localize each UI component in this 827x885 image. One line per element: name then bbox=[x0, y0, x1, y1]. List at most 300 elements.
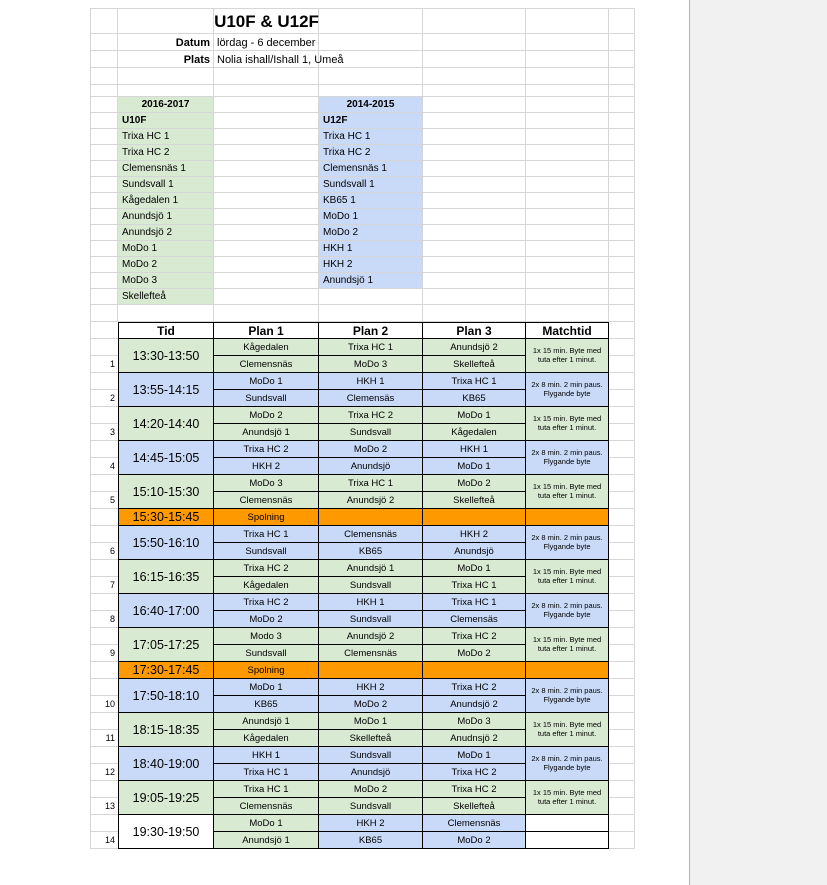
grid-cell bbox=[423, 9, 526, 34]
grid-cell bbox=[91, 679, 118, 696]
grid-cell bbox=[423, 177, 526, 193]
grid-cell bbox=[609, 679, 635, 696]
grid-cell bbox=[423, 34, 526, 51]
team-list-item: Trixa HC 1 bbox=[118, 129, 214, 145]
grid-cell bbox=[609, 458, 635, 475]
team-cell: Trixa HC 2 bbox=[214, 594, 319, 611]
grid-cell bbox=[609, 177, 635, 193]
grid-cell bbox=[609, 34, 635, 51]
grid-cell bbox=[214, 129, 319, 145]
team-cell: Anundsjö 2 bbox=[319, 628, 423, 645]
grid-cell bbox=[91, 289, 118, 305]
grid-cell bbox=[526, 113, 609, 129]
grid-cell bbox=[423, 51, 526, 68]
team-cell: Trixa HC 1 bbox=[423, 594, 526, 611]
row-number: 1 bbox=[91, 356, 118, 373]
team-cell: Skellefteå bbox=[423, 798, 526, 815]
team-cell: HKH 1 bbox=[214, 747, 319, 764]
team-cell: MoDo 1 bbox=[423, 560, 526, 577]
grid-cell bbox=[526, 209, 609, 225]
col-header-plan3: Plan 3 bbox=[423, 322, 526, 339]
grid-cell bbox=[609, 289, 635, 305]
team-cell: Anundsjö bbox=[319, 458, 423, 475]
team-cell: MoDo 2 bbox=[214, 407, 319, 424]
team-cell: KB65 bbox=[214, 696, 319, 713]
spolning-label: Spolning bbox=[214, 662, 319, 679]
matchtid-cell: 1x 15 min. Byte med tuta efter 1 minut. bbox=[526, 407, 609, 441]
grid-cell bbox=[118, 305, 214, 322]
matchtid-cell: 1x 15 min. Byte med tuta efter 1 minut. bbox=[526, 781, 609, 815]
team-cell: Trixa HC 2 bbox=[214, 441, 319, 458]
grid-cell bbox=[423, 257, 526, 273]
row-number: 5 bbox=[91, 492, 118, 509]
team-cell: Clemensnäs bbox=[319, 526, 423, 543]
team-cell: MoDo 1 bbox=[423, 458, 526, 475]
grid-cell bbox=[609, 68, 635, 85]
team-cell: HKH 2 bbox=[319, 679, 423, 696]
team-cell: Trixa HC 1 bbox=[214, 526, 319, 543]
row-number: 10 bbox=[91, 696, 118, 713]
team-list-item: Kågedalen 1 bbox=[118, 193, 214, 209]
datum-value: lördag - 6 december bbox=[217, 36, 316, 49]
grid-cell bbox=[526, 273, 609, 289]
grid-cell bbox=[609, 815, 635, 832]
grid-cell bbox=[91, 273, 118, 289]
team-cell: Sundsvall bbox=[319, 798, 423, 815]
team-list-item: Trixa HC 1 bbox=[319, 129, 423, 145]
spolning-cell bbox=[423, 662, 526, 679]
grid-cell bbox=[319, 9, 423, 34]
grid-cell bbox=[609, 113, 635, 129]
grid-cell bbox=[609, 441, 635, 458]
grid-cell bbox=[609, 560, 635, 577]
team-list-item: MoDo 1 bbox=[319, 209, 423, 225]
team-cell: MoDo 1 bbox=[423, 747, 526, 764]
grid-cell bbox=[526, 129, 609, 145]
spolning-cell bbox=[526, 509, 609, 526]
team-cell: HKH 2 bbox=[214, 458, 319, 475]
matchtid-cell: 2x 8 min. 2 min paus. Flygande byte bbox=[526, 747, 609, 781]
team-list-item: Clemensnäs 1 bbox=[118, 161, 214, 177]
sheet-title: U10F & U12F bbox=[214, 11, 319, 31]
matchtid-cell bbox=[526, 832, 609, 849]
team-cell: MoDo 2 bbox=[319, 696, 423, 713]
matchtid-cell: 2x 8 min. 2 min paus. Flygande byte bbox=[526, 526, 609, 560]
grid-cell bbox=[423, 68, 526, 85]
grid-cell bbox=[214, 145, 319, 161]
team-list-item: Clemensnäs 1 bbox=[319, 161, 423, 177]
team-cell: HKH 1 bbox=[319, 594, 423, 611]
spolning-cell bbox=[319, 509, 423, 526]
team-cell: KB65 bbox=[319, 543, 423, 560]
team-cell: MoDo 2 bbox=[319, 441, 423, 458]
grid-cell bbox=[118, 85, 214, 97]
team-cell: Kågedalen bbox=[214, 577, 319, 594]
col-header-tid: Tid bbox=[118, 322, 214, 339]
team-cell: MoDo 2 bbox=[423, 475, 526, 492]
team-cell: KB65 bbox=[319, 832, 423, 849]
grid-cell bbox=[526, 9, 609, 34]
grid-cell bbox=[609, 747, 635, 764]
team-cell: Clemensäs bbox=[423, 611, 526, 628]
grid-cell bbox=[423, 129, 526, 145]
grid-cell bbox=[214, 97, 319, 113]
time-cell: 14:45-15:05 bbox=[118, 441, 214, 475]
grid-cell bbox=[609, 193, 635, 209]
grid-cell bbox=[526, 51, 609, 68]
grid-cell bbox=[609, 339, 635, 356]
grid-cell bbox=[609, 832, 635, 849]
row-number: 11 bbox=[91, 730, 118, 747]
team-list-group-u12f: U12F bbox=[319, 113, 423, 129]
col-header-plan1: Plan 1 bbox=[214, 322, 319, 339]
team-cell: Trixa HC 2 bbox=[423, 764, 526, 781]
team-cell: Trixa HC 2 bbox=[423, 679, 526, 696]
team-cell: MoDo 1 bbox=[319, 713, 423, 730]
team-cell: Anudnsjö 2 bbox=[423, 730, 526, 747]
team-cell: Skellefteå bbox=[423, 492, 526, 509]
grid-cell bbox=[91, 97, 118, 113]
grid-cell bbox=[91, 339, 118, 356]
time-cell: 18:15-18:35 bbox=[118, 713, 214, 747]
team-cell: MoDo 2 bbox=[423, 832, 526, 849]
team-cell: MoDo 3 bbox=[423, 713, 526, 730]
time-cell: 14:20-14:40 bbox=[118, 407, 214, 441]
team-lists-section bbox=[90, 97, 635, 305]
grid-cell bbox=[91, 628, 118, 645]
grid-cell bbox=[214, 289, 319, 305]
team-list-item: KB65 1 bbox=[319, 193, 423, 209]
grid-cell bbox=[91, 145, 118, 161]
grid-cell bbox=[609, 492, 635, 509]
team-cell: MoDo 2 bbox=[214, 611, 319, 628]
team-cell: HKH 1 bbox=[423, 441, 526, 458]
team-cell: KB65 bbox=[423, 390, 526, 407]
grid-cell bbox=[609, 407, 635, 424]
grid-cell bbox=[609, 145, 635, 161]
grid-cell bbox=[526, 161, 609, 177]
grid-cell bbox=[609, 390, 635, 407]
matchtid-cell: 2x 8 min. 2 min paus. Flygande byte bbox=[526, 441, 609, 475]
grid-cell bbox=[526, 34, 609, 51]
team-cell: Anundsjö 2 bbox=[319, 492, 423, 509]
grid-cell bbox=[91, 441, 118, 458]
grid-cell bbox=[526, 225, 609, 241]
team-cell: Clemensnäs bbox=[214, 798, 319, 815]
grid-cell bbox=[118, 9, 214, 34]
team-cell: Sundsvall bbox=[214, 543, 319, 560]
team-cell: HKH 2 bbox=[423, 526, 526, 543]
spolning-time: 15:30-15:45 bbox=[118, 509, 214, 526]
grid-cell bbox=[526, 241, 609, 257]
grid-cell bbox=[423, 225, 526, 241]
team-list-item: Anundsjö 1 bbox=[319, 273, 423, 289]
grid-cell bbox=[609, 577, 635, 594]
grid-cell bbox=[91, 781, 118, 798]
grid-cell bbox=[609, 628, 635, 645]
grid-cell bbox=[526, 68, 609, 85]
grid-cell bbox=[609, 526, 635, 543]
grid-cell bbox=[91, 51, 118, 68]
team-list-item: MoDo 2 bbox=[118, 257, 214, 273]
matchtid-cell: 2x 8 min. 2 min paus. Flygande byte bbox=[526, 679, 609, 713]
matchtid-cell: 2x 8 min. 2 min paus. Flygande byte bbox=[526, 594, 609, 628]
time-cell: 19:05-19:25 bbox=[118, 781, 214, 815]
grid-cell bbox=[423, 273, 526, 289]
team-list-season-u12f: 2014-2015 bbox=[319, 97, 423, 113]
grid-cell bbox=[91, 373, 118, 390]
time-cell: 16:15-16:35 bbox=[118, 560, 214, 594]
grid-cell bbox=[91, 747, 118, 764]
grid-cell bbox=[609, 209, 635, 225]
grid-cell bbox=[609, 257, 635, 273]
team-cell: MoDo 3 bbox=[214, 475, 319, 492]
team-cell: Kågedalen bbox=[423, 424, 526, 441]
grid-cell bbox=[319, 68, 423, 85]
team-cell: Anundsjö 2 bbox=[423, 339, 526, 356]
grid-cell bbox=[91, 475, 118, 492]
team-cell: Kågedalen bbox=[214, 339, 319, 356]
grid-cell bbox=[91, 9, 118, 34]
team-cell: Sundsvall bbox=[319, 747, 423, 764]
row-number: 3 bbox=[91, 424, 118, 441]
team-cell: Anundsjö 1 bbox=[214, 832, 319, 849]
grid-cell bbox=[91, 662, 118, 679]
grid-cell bbox=[214, 193, 319, 209]
team-list-item: Skellefteå bbox=[118, 289, 214, 305]
time-cell: 13:30-13:50 bbox=[118, 339, 214, 373]
row-number: 14 bbox=[91, 832, 118, 849]
team-cell: Trixa HC 2 bbox=[423, 628, 526, 645]
grid-cell bbox=[91, 257, 118, 273]
col-header-matchtid: Matchtid bbox=[526, 322, 609, 339]
team-cell: Skellefteå bbox=[319, 730, 423, 747]
team-cell: Anundsjö 2 bbox=[423, 696, 526, 713]
grid-cell bbox=[91, 225, 118, 241]
grid-cell bbox=[609, 594, 635, 611]
grid-cell bbox=[319, 289, 423, 305]
grid-cell bbox=[609, 241, 635, 257]
team-cell: Clemensäs bbox=[319, 390, 423, 407]
team-cell: MoDo 3 bbox=[319, 356, 423, 373]
grid-cell bbox=[423, 161, 526, 177]
grid-cell bbox=[91, 560, 118, 577]
team-cell: Kågedalen bbox=[214, 730, 319, 747]
grid-cell bbox=[526, 145, 609, 161]
team-cell: Clemensnäs bbox=[214, 492, 319, 509]
team-cell: Trixa HC 1 bbox=[319, 475, 423, 492]
team-list-item: MoDo 3 bbox=[118, 273, 214, 289]
grid-cell bbox=[423, 113, 526, 129]
team-list-season-u10f: 2016-2017 bbox=[118, 97, 214, 113]
team-cell: Anundsjö bbox=[319, 764, 423, 781]
grid-cell bbox=[609, 611, 635, 628]
team-list-item: Sundsvall 1 bbox=[118, 177, 214, 193]
grid-cell bbox=[91, 815, 118, 832]
grid-cell bbox=[609, 424, 635, 441]
team-list-item: HKH 2 bbox=[319, 257, 423, 273]
team-list-item: Sundsvall 1 bbox=[319, 177, 423, 193]
row-number: 7 bbox=[91, 577, 118, 594]
spacer-row bbox=[90, 305, 635, 322]
grid-cell bbox=[423, 209, 526, 225]
team-cell: Trixa HC 2 bbox=[319, 407, 423, 424]
team-cell: Sundsvall bbox=[319, 577, 423, 594]
spolning-cell bbox=[526, 662, 609, 679]
team-cell: Clemensnäs bbox=[214, 356, 319, 373]
grid-cell bbox=[609, 730, 635, 747]
grid-cell bbox=[214, 161, 319, 177]
grid-cell bbox=[91, 322, 118, 339]
grid-cell bbox=[609, 543, 635, 560]
matchtid-cell: 2x 8 min. 2 min paus. Flygande byte bbox=[526, 373, 609, 407]
time-cell: 18:40-19:00 bbox=[118, 747, 214, 781]
grid-cell bbox=[423, 305, 526, 322]
grid-cell bbox=[91, 177, 118, 193]
grid-cell bbox=[609, 129, 635, 145]
team-list-item: Trixa HC 2 bbox=[118, 145, 214, 161]
team-list-item: Anundsjö 2 bbox=[118, 225, 214, 241]
grid-cell bbox=[609, 662, 635, 679]
grid-cell bbox=[319, 85, 423, 97]
schedule-table bbox=[90, 322, 635, 849]
team-cell: MoDo 1 bbox=[214, 679, 319, 696]
time-cell: 17:50-18:10 bbox=[118, 679, 214, 713]
grid-cell bbox=[91, 129, 118, 145]
grid-cell bbox=[118, 68, 214, 85]
grid-cell bbox=[423, 145, 526, 161]
team-cell: Skellefteå bbox=[423, 356, 526, 373]
team-cell: Anundsjö bbox=[423, 543, 526, 560]
grid-cell bbox=[214, 177, 319, 193]
spolning-label: Spolning bbox=[214, 509, 319, 526]
row-number: 13 bbox=[91, 798, 118, 815]
matchtid-cell: 1x 15 min. Byte med tuta efter 1 minut. bbox=[526, 339, 609, 373]
grid-cell bbox=[423, 193, 526, 209]
team-cell: HKH 2 bbox=[319, 815, 423, 832]
grid-cell bbox=[609, 51, 635, 68]
grid-cell bbox=[609, 85, 635, 97]
team-cell: Sundsvall bbox=[319, 424, 423, 441]
page-right-margin bbox=[689, 0, 827, 885]
row-number: 12 bbox=[91, 764, 118, 781]
datum-label: Datum bbox=[175, 36, 210, 49]
matchtid-cell: 1x 15 min. Byte med tuta efter 1 minut. bbox=[526, 628, 609, 662]
team-cell: MoDo 2 bbox=[423, 645, 526, 662]
grid-cell bbox=[609, 97, 635, 113]
grid-cell bbox=[609, 645, 635, 662]
grid-cell bbox=[609, 161, 635, 177]
grid-cell bbox=[609, 322, 635, 339]
team-cell: Anundsjö 1 bbox=[319, 560, 423, 577]
grid-cell bbox=[214, 273, 319, 289]
team-list-item: Trixa HC 2 bbox=[319, 145, 423, 161]
grid-cell bbox=[91, 241, 118, 257]
team-cell: Modo 3 bbox=[214, 628, 319, 645]
grid-cell bbox=[91, 68, 118, 85]
grid-cell bbox=[609, 713, 635, 730]
grid-cell bbox=[214, 225, 319, 241]
grid-cell bbox=[214, 85, 319, 97]
time-cell: 16:40-17:00 bbox=[118, 594, 214, 628]
grid-cell bbox=[214, 68, 319, 85]
col-header-plan2: Plan 2 bbox=[319, 322, 423, 339]
team-cell: Trixa HC 2 bbox=[423, 781, 526, 798]
grid-cell bbox=[609, 373, 635, 390]
team-cell: Anundsjö 1 bbox=[214, 424, 319, 441]
grid-cell bbox=[526, 289, 609, 305]
team-cell: Sundsvall bbox=[214, 390, 319, 407]
matchtid-cell: 1x 15 min. Byte med tuta efter 1 minut. bbox=[526, 475, 609, 509]
grid-cell bbox=[91, 161, 118, 177]
grid-cell bbox=[526, 85, 609, 97]
grid-cell bbox=[91, 526, 118, 543]
grid-cell bbox=[423, 289, 526, 305]
plats-label: Plats bbox=[183, 53, 210, 66]
grid-cell bbox=[91, 407, 118, 424]
grid-cell bbox=[526, 305, 609, 322]
grid-cell bbox=[91, 509, 118, 526]
grid-cell bbox=[214, 241, 319, 257]
team-cell: Clemensnäs bbox=[319, 645, 423, 662]
team-list-group-u10f: U10F bbox=[118, 113, 214, 129]
row-number: 4 bbox=[91, 458, 118, 475]
spolning-cell bbox=[423, 509, 526, 526]
grid-cell bbox=[91, 713, 118, 730]
grid-cell bbox=[609, 225, 635, 241]
row-number: 9 bbox=[91, 645, 118, 662]
grid-cell bbox=[214, 257, 319, 273]
grid-cell bbox=[526, 193, 609, 209]
row-number: 2 bbox=[91, 390, 118, 407]
team-cell: Trixa HC 1 bbox=[423, 577, 526, 594]
matchtid-cell: 1x 15 min. Byte med tuta efter 1 minut. bbox=[526, 560, 609, 594]
grid-cell bbox=[609, 356, 635, 373]
grid-cell bbox=[91, 305, 118, 322]
team-cell: Trixa HC 1 bbox=[319, 339, 423, 356]
team-cell: Sundsvall bbox=[214, 645, 319, 662]
team-cell: MoDo 1 bbox=[423, 407, 526, 424]
grid-cell bbox=[609, 273, 635, 289]
time-cell: 19:30-19:50 bbox=[118, 815, 214, 849]
grid-cell bbox=[214, 305, 319, 322]
team-cell: Trixa HC 1 bbox=[214, 764, 319, 781]
team-cell: HKH 1 bbox=[319, 373, 423, 390]
grid-cell bbox=[609, 781, 635, 798]
grid-cell bbox=[423, 241, 526, 257]
matchtid-cell: 1x 15 min. Byte med tuta efter 1 minut. bbox=[526, 713, 609, 747]
grid-cell bbox=[214, 209, 319, 225]
time-cell: 15:10-15:30 bbox=[118, 475, 214, 509]
team-cell: Trixa HC 1 bbox=[214, 781, 319, 798]
grid-cell bbox=[423, 85, 526, 97]
time-cell: 15:50-16:10 bbox=[118, 526, 214, 560]
spolning-time: 17:30-17:45 bbox=[118, 662, 214, 679]
team-list-item: HKH 1 bbox=[319, 241, 423, 257]
grid-cell bbox=[91, 85, 118, 97]
grid-cell bbox=[609, 798, 635, 815]
sheet bbox=[90, 8, 635, 849]
grid-cell bbox=[91, 594, 118, 611]
team-cell: MoDo 1 bbox=[214, 373, 319, 390]
grid-cell bbox=[91, 113, 118, 129]
matchtid-cell bbox=[526, 815, 609, 832]
grid-cell bbox=[609, 9, 635, 34]
team-list-item: Anundsjö 1 bbox=[118, 209, 214, 225]
grid-cell bbox=[91, 209, 118, 225]
grid-cell bbox=[609, 305, 635, 322]
team-cell: MoDo 1 bbox=[214, 815, 319, 832]
